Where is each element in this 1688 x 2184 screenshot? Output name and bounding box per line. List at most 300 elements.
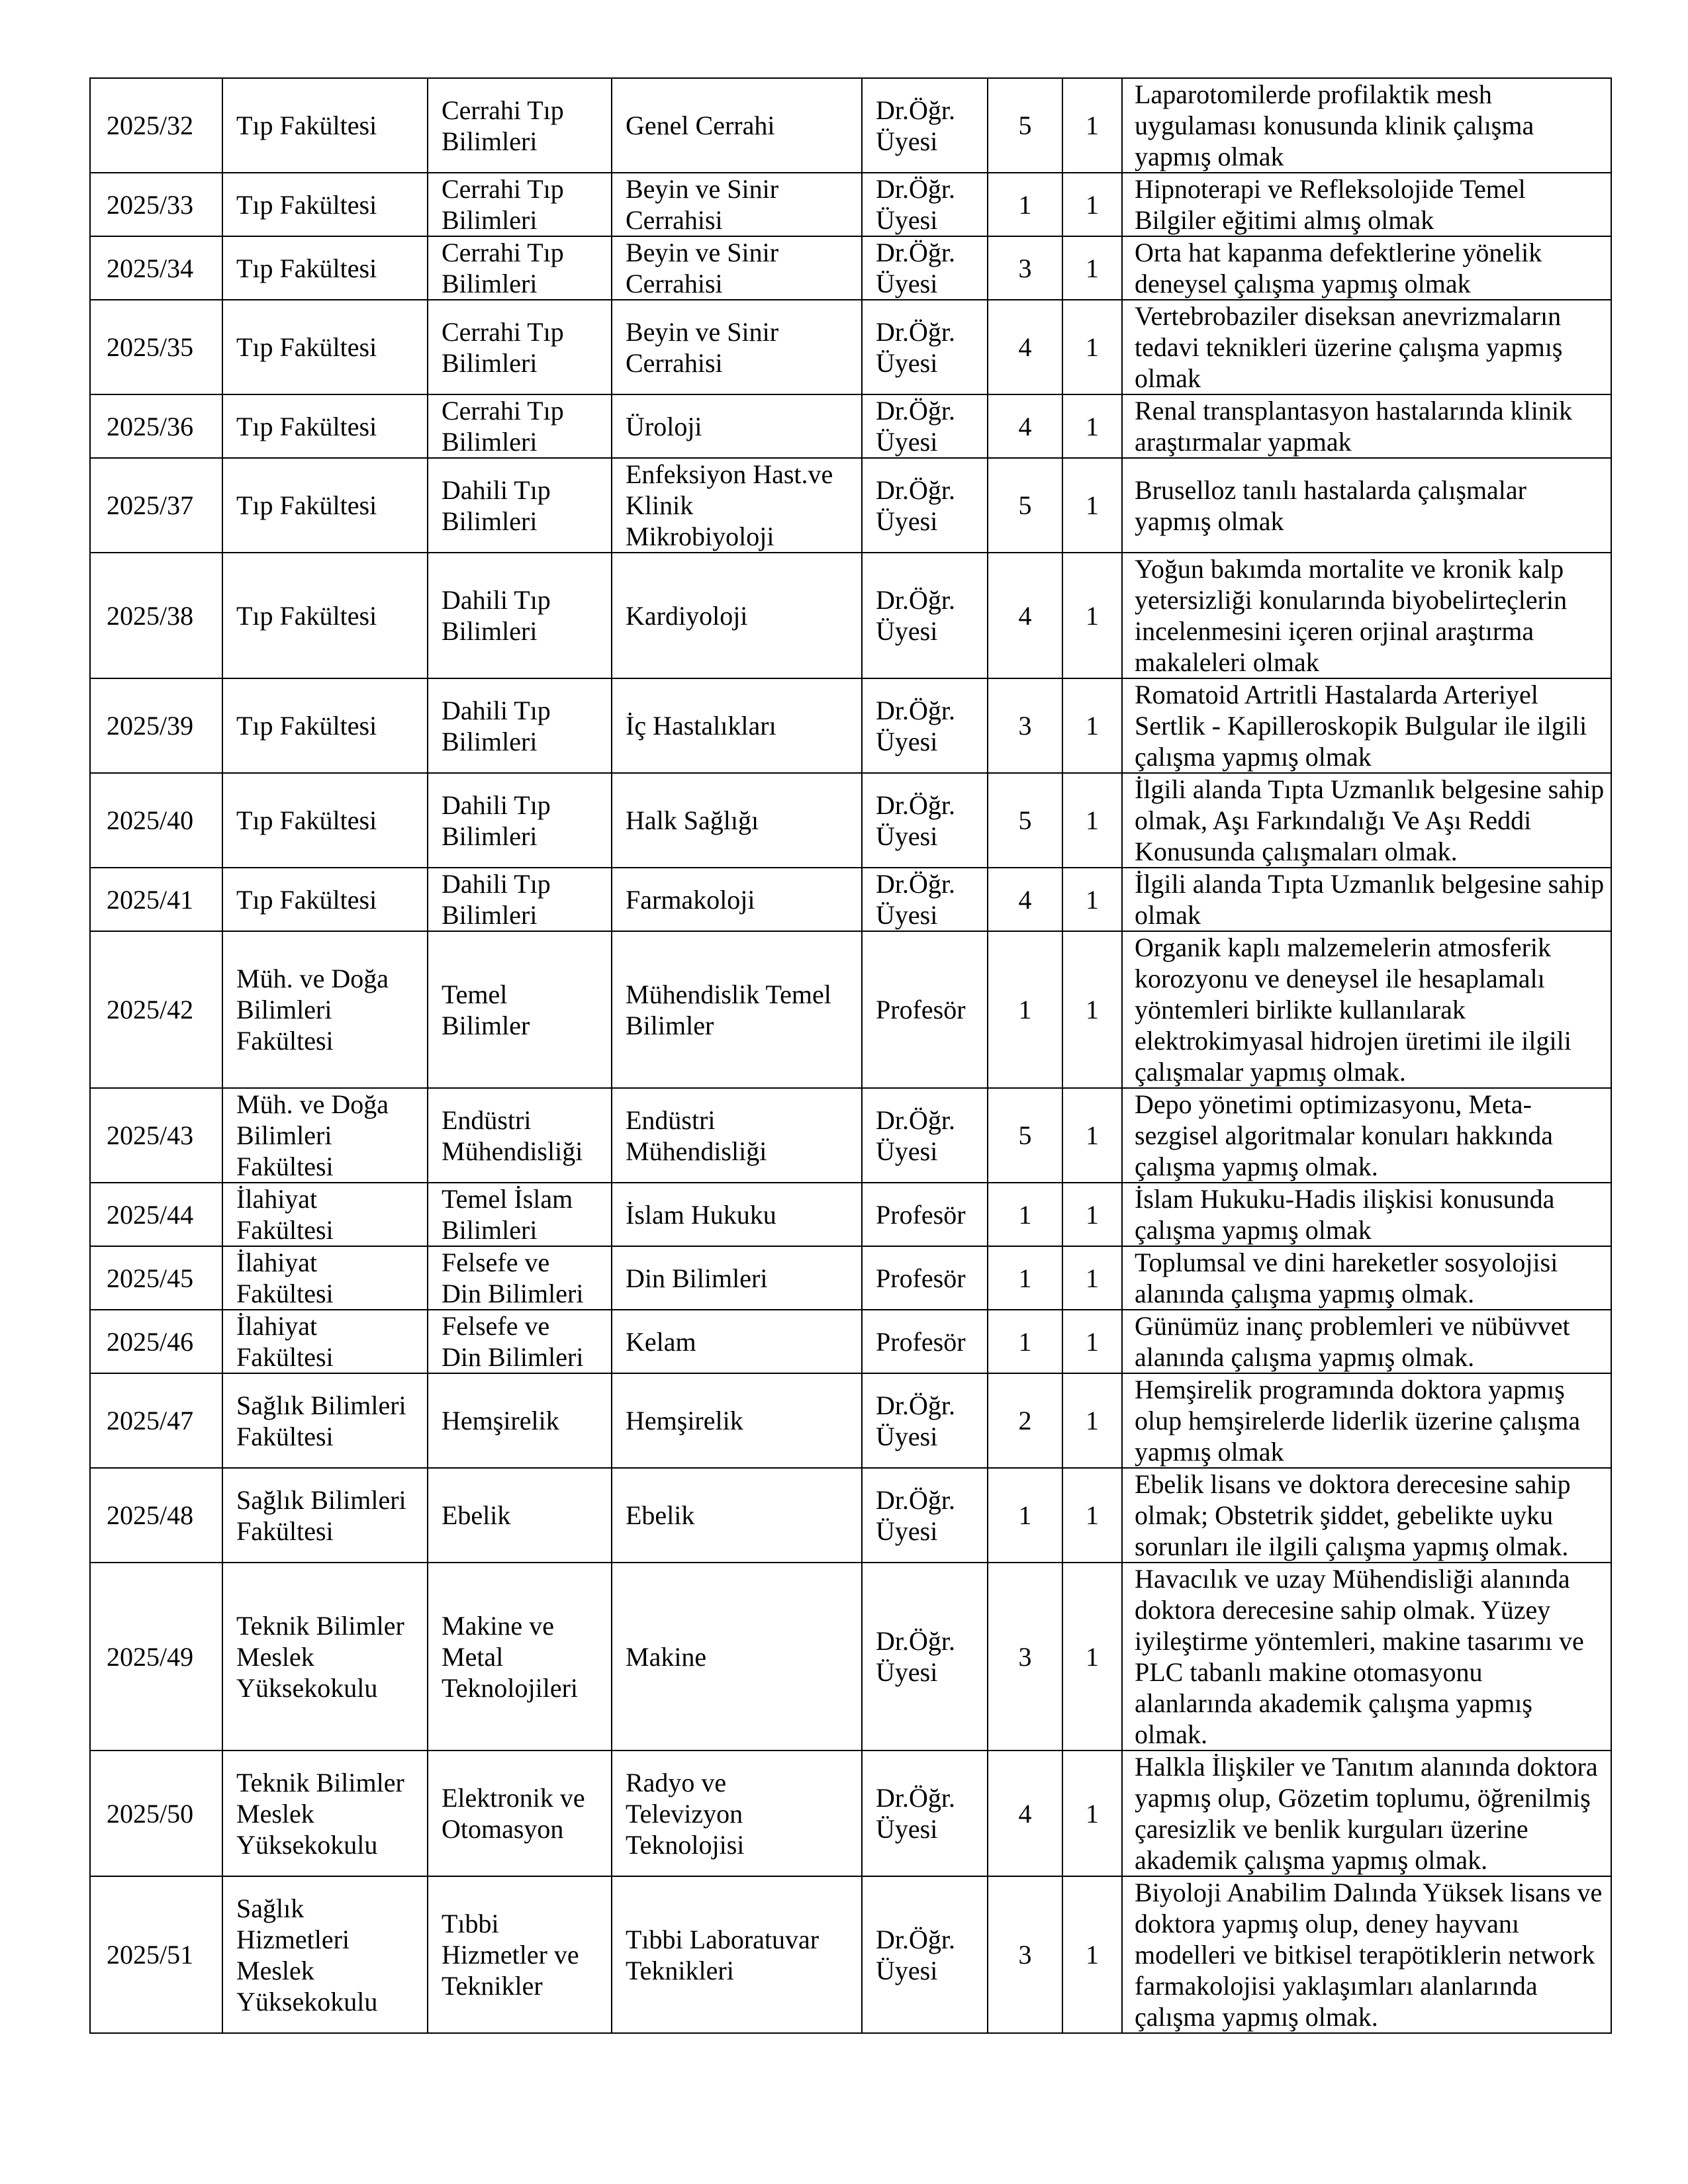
faculty-text: Sağlık Bilimleri Fakültesi: [236, 1484, 406, 1546]
table-row: [90, 931, 1611, 1088]
title-cell: [862, 1310, 988, 1373]
title-text: Dr.Öğr. Üyesi: [876, 316, 955, 378]
count-text: 1: [1086, 600, 1099, 631]
faculty-cell: [222, 931, 428, 1088]
position-number-text: 2025/44: [107, 1199, 194, 1230]
count-cell: [1062, 931, 1122, 1088]
title-text: Dr.Öğr. Üyesi: [876, 695, 955, 756]
title-text: Profesör: [876, 995, 966, 1024]
title-text: Dr.Öğr. Üyesi: [876, 585, 955, 646]
program-text: Üroloji: [626, 411, 702, 441]
requirement-text: Ebelik lisans ve doktora derecesine sahip olmak; Obstetrik şiddet, gebelikte uyku sorunları ile ilgili çalışma yapmış olmak.: [1135, 1469, 1571, 1561]
title-text: Dr.Öğr. Üyesi: [876, 95, 955, 156]
faculty-cell: [222, 868, 428, 931]
faculty-text: İlahiyat Fakültesi: [236, 1248, 334, 1308]
level-text: 5: [1018, 490, 1032, 520]
position-number-text: 2025/43: [107, 1120, 194, 1150]
department-text: Tıbbi Hizmetler ve Teknikler: [442, 1909, 579, 2001]
faculty-text: Müh. ve Doğa Bilimleri Fakültesi: [236, 1089, 389, 1181]
requirement-cell: [1122, 1246, 1611, 1310]
faculty-text: Tıp Fakültesi: [236, 189, 377, 220]
title-text: Dr.Öğr. Üyesi: [876, 475, 955, 536]
department-cell: [428, 236, 612, 300]
position-number-text: 2025/50: [107, 1798, 194, 1829]
title-cell: [862, 458, 988, 553]
level-cell: [988, 394, 1062, 458]
position-number-text: 2025/46: [107, 1326, 194, 1357]
count-cell: [1062, 1468, 1122, 1563]
title-text: Dr.Öğr. Üyesi: [876, 1105, 955, 1166]
faculty-cell: [222, 1373, 428, 1468]
program-cell: [612, 1183, 862, 1246]
table-row: [90, 1468, 1611, 1563]
requirement-cell: [1122, 553, 1611, 678]
department-text: Felsefe ve Din Bilimleri: [442, 1311, 584, 1372]
requirement-text: Havacılık ve uzay Mühendisliği alanında doktora derecesine sahip olmak. Yüzey iyileştirme yöntemleri, makine tasarımı ve PLC tabanlı makine otomasyonu alanlarında akademik çalışma yapmış olmak.: [1135, 1564, 1584, 1749]
program-cell: [612, 1246, 862, 1310]
count-text: 1: [1086, 1641, 1099, 1672]
level-cell: [988, 1876, 1062, 2033]
count-text: 1: [1086, 1940, 1099, 1970]
department-text: Felsefe ve Din Bilimleri: [442, 1248, 584, 1308]
level-cell: [988, 868, 1062, 931]
program-cell: [612, 931, 862, 1088]
position-number-text: 2025/45: [107, 1263, 194, 1293]
count-cell: [1062, 1373, 1122, 1468]
requirement-cell: [1122, 773, 1611, 868]
program-cell: [612, 458, 862, 553]
requirement-cell: [1122, 868, 1611, 931]
program-text: Genel Cerrahi: [626, 111, 775, 140]
faculty-cell: [222, 678, 428, 773]
requirement-cell: [1122, 458, 1611, 553]
faculty-cell: [222, 553, 428, 678]
position-number-text: 2025/35: [107, 332, 194, 362]
title-cell: [862, 773, 988, 868]
program-cell: [612, 1751, 862, 1876]
program-text: Beyin ve Sinir Cerrahisi: [626, 174, 779, 235]
requirement-cell: [1122, 394, 1611, 458]
count-text: 1: [1086, 1798, 1099, 1829]
title-cell: [862, 678, 988, 773]
title-text: Dr.Öğr. Üyesi: [876, 174, 955, 235]
title-text: Profesör: [876, 1263, 966, 1293]
count-text: 1: [1086, 253, 1099, 283]
title-cell: [862, 78, 988, 173]
position-number-cell: [90, 1751, 222, 1876]
position-number-text: 2025/41: [107, 884, 194, 915]
title-cell: [862, 1751, 988, 1876]
level-cell: [988, 1246, 1062, 1310]
requirement-text: Hipnoterapi ve Refleksolojide Temel Bilgiler eğitimi almış olmak: [1135, 174, 1526, 235]
level-cell: [988, 1373, 1062, 1468]
level-text: 1: [1018, 1199, 1032, 1230]
department-text: Ebelik: [442, 1500, 511, 1530]
count-text: 1: [1086, 1120, 1099, 1150]
requirement-text: Romatoid Artritli Hastalarda Arteriyel Sertlik - Kapilleroskopik Bulgular ile ilgili çalışma yapmış olmak: [1135, 680, 1587, 772]
level-text: 4: [1018, 600, 1032, 631]
program-text: Makine: [626, 1641, 707, 1672]
program-text: Enfeksiyon Hast.ve Klinik Mikrobiyoloji: [626, 459, 833, 551]
title-text: Dr.Öğr. Üyesi: [876, 1924, 955, 1985]
position-number-cell: [90, 173, 222, 236]
requirement-text: Günümüz inanç problemleri ve nübüvvet alanında çalışma yapmış olmak.: [1135, 1311, 1570, 1372]
count-text: 1: [1086, 1500, 1099, 1530]
level-cell: [988, 300, 1062, 394]
title-cell: [862, 1183, 988, 1246]
requirement-cell: [1122, 173, 1611, 236]
program-cell: [612, 1468, 862, 1563]
department-text: Temel Bilimler: [442, 979, 530, 1040]
program-text: Halk Sağlığı: [626, 805, 759, 835]
department-cell: [428, 173, 612, 236]
department-text: Dahili Tıp Bilimleri: [442, 585, 551, 646]
title-text: Dr.Öğr. Üyesi: [876, 396, 955, 457]
count-text: 1: [1086, 1326, 1099, 1357]
faculty-text: Sağlık Bilimleri Fakültesi: [236, 1390, 406, 1451]
program-text: İslam Hukuku: [626, 1199, 776, 1230]
requirement-text: Hemşirelik programında doktora yapmış olup hemşirelerde liderlik üzerine çalışma yapmış olmak: [1135, 1375, 1581, 1467]
position-number-text: 2025/33: [107, 189, 194, 220]
requirement-cell: [1122, 1088, 1611, 1183]
department-text: Cerrahi Tıp Bilimleri: [442, 238, 564, 298]
requirement-text: İlgili alanda Tıpta Uzmanlık belgesine sahip olmak: [1135, 869, 1605, 930]
table-row: [90, 300, 1611, 394]
program-cell: [612, 394, 862, 458]
position-number-cell: [90, 458, 222, 553]
department-cell: [428, 1088, 612, 1183]
table-row: [90, 1563, 1611, 1751]
faculty-cell: [222, 300, 428, 394]
position-number-text: 2025/42: [107, 995, 194, 1024]
position-number-cell: [90, 1310, 222, 1373]
title-cell: [862, 1246, 988, 1310]
title-cell: [862, 1373, 988, 1468]
faculty-cell: [222, 173, 428, 236]
faculty-text: Teknik Bilimler Meslek Yüksekokulu: [236, 1767, 404, 1860]
faculty-cell: [222, 1183, 428, 1246]
department-text: Dahili Tıp Bilimleri: [442, 869, 551, 930]
faculty-text: Tıp Fakültesi: [236, 332, 377, 362]
department-cell: [428, 1468, 612, 1563]
department-cell: [428, 1563, 612, 1751]
position-number-text: 2025/38: [107, 600, 194, 631]
faculty-cell: [222, 1876, 428, 2033]
table-row: [90, 1373, 1611, 1468]
department-cell: [428, 458, 612, 553]
department-text: Cerrahi Tıp Bilimleri: [442, 174, 564, 235]
level-text: 4: [1018, 411, 1032, 441]
table-row: [90, 1183, 1611, 1246]
count-cell: [1062, 1751, 1122, 1876]
level-cell: [988, 553, 1062, 678]
title-cell: [862, 1876, 988, 2033]
position-number-text: 2025/36: [107, 411, 194, 441]
count-cell: [1062, 1876, 1122, 2033]
title-text: Dr.Öğr. Üyesi: [876, 238, 955, 298]
requirement-text: İlgili alanda Tıpta Uzmanlık belgesine sahip olmak, Aşı Farkındalığı Ve Aşı Reddi Konusunda çalışmaları olmak.: [1135, 774, 1605, 866]
faculty-text: İlahiyat Fakültesi: [236, 1311, 334, 1372]
program-cell: [612, 1088, 862, 1183]
faculty-text: Tıp Fakültesi: [236, 711, 377, 741]
faculty-text: İlahiyat Fakültesi: [236, 1184, 334, 1245]
count-text: 1: [1086, 490, 1099, 520]
level-cell: [988, 1310, 1062, 1373]
faculty-cell: [222, 1310, 428, 1373]
department-cell: [428, 773, 612, 868]
program-text: Kardiyoloji: [626, 600, 748, 631]
requirement-text: Toplumsal ve dini hareketler sosyolojisi alanında çalışma yapmış olmak.: [1135, 1248, 1558, 1308]
level-cell: [988, 173, 1062, 236]
requirement-text: Renal transplantasyon hastalarında klinik araştırmalar yapmak: [1135, 396, 1572, 457]
table-row: [90, 78, 1611, 173]
count-text: 1: [1086, 884, 1099, 915]
title-cell: [862, 553, 988, 678]
requirement-cell: [1122, 1876, 1611, 2033]
program-cell: [612, 868, 862, 931]
count-cell: [1062, 553, 1122, 678]
faculty-text: Tıp Fakültesi: [236, 805, 377, 835]
requirement-cell: [1122, 236, 1611, 300]
faculty-cell: [222, 78, 428, 173]
table-row: [90, 1310, 1611, 1373]
department-text: Hemşirelik: [442, 1406, 559, 1435]
faculty-text: Tıp Fakültesi: [236, 111, 377, 140]
count-cell: [1062, 1563, 1122, 1751]
position-number-cell: [90, 678, 222, 773]
program-cell: [612, 236, 862, 300]
requirement-cell: [1122, 1183, 1611, 1246]
count-cell: [1062, 1088, 1122, 1183]
department-cell: [428, 1876, 612, 2033]
count-text: 1: [1086, 189, 1099, 220]
count-cell: [1062, 300, 1122, 394]
level-cell: [988, 1183, 1062, 1246]
faculty-cell: [222, 1468, 428, 1563]
program-cell: [612, 678, 862, 773]
level-text: 5: [1018, 1120, 1032, 1150]
position-number-cell: [90, 553, 222, 678]
requirement-text: Organik kaplı malzemelerin atmosferik korozyonu ve deneysel ile hesaplamalı yöntemleri birlikte kullanılarak elektrokimyasal hidrojen üretimi ile ilgili çalışmalar yapmış olmak.: [1135, 933, 1571, 1087]
department-cell: [428, 553, 612, 678]
count-cell: [1062, 458, 1122, 553]
position-number-cell: [90, 300, 222, 394]
department-cell: [428, 868, 612, 931]
table-row: [90, 868, 1611, 931]
program-text: Ebelik: [626, 1500, 695, 1530]
count-cell: [1062, 1310, 1122, 1373]
level-cell: [988, 773, 1062, 868]
title-text: Dr.Öğr. Üyesi: [876, 1390, 955, 1451]
count-text: 1: [1086, 111, 1099, 140]
position-number-text: 2025/39: [107, 711, 194, 741]
position-number-cell: [90, 236, 222, 300]
program-text: Din Bilimleri: [626, 1263, 768, 1293]
level-text: 4: [1018, 332, 1032, 362]
title-text: Dr.Öğr. Üyesi: [876, 1484, 955, 1546]
title-cell: [862, 1563, 988, 1751]
level-text: 3: [1018, 253, 1032, 283]
count-text: 1: [1086, 411, 1099, 441]
level-text: 5: [1018, 805, 1032, 835]
department-cell: [428, 78, 612, 173]
department-cell: [428, 394, 612, 458]
department-cell: [428, 300, 612, 394]
requirement-cell: [1122, 1310, 1611, 1373]
requirement-text: Laparotomilerde profilaktik mesh uygulaması konusunda klinik çalışma yapmış olmak: [1135, 79, 1534, 171]
requirement-text: Yoğun bakımda mortalite ve kronik kalp yetersizliği konularında biyobelirteçlerin incelenmesini içeren orjinal araştırma makaleleri olmak: [1135, 554, 1568, 677]
faculty-cell: [222, 773, 428, 868]
department-cell: [428, 1246, 612, 1310]
position-number-cell: [90, 1468, 222, 1563]
count-cell: [1062, 1183, 1122, 1246]
count-cell: [1062, 78, 1122, 173]
requirement-cell: [1122, 1751, 1611, 1876]
table-row: [90, 773, 1611, 868]
table-row: [90, 458, 1611, 553]
count-cell: [1062, 868, 1122, 931]
position-number-text: 2025/34: [107, 253, 194, 283]
table-row: [90, 1088, 1611, 1183]
level-cell: [988, 236, 1062, 300]
document-page: [89, 77, 1611, 2034]
title-cell: [862, 1468, 988, 1563]
program-text: Beyin ve Sinir Cerrahisi: [626, 238, 779, 298]
count-cell: [1062, 773, 1122, 868]
program-text: Tıbbi Laboratuvar Teknikleri: [626, 1924, 820, 1985]
title-text: Dr.Öğr. Üyesi: [876, 869, 955, 930]
department-text: Temel İslam Bilimleri: [442, 1184, 573, 1245]
level-text: 1: [1018, 1263, 1032, 1293]
requirement-text: Depo yönetimi optimizasyonu, Meta-sezgisel algoritmalar konuları hakkında çalışma yapmış olmak.: [1135, 1089, 1554, 1181]
faculty-cell: [222, 1246, 428, 1310]
program-text: Endüstri Mühendisliği: [626, 1105, 767, 1166]
requirement-text: Vertebrobaziler diseksan anevrizmaların tedavi teknikleri üzerine çalışma yapmış olmak: [1135, 301, 1563, 393]
title-cell: [862, 173, 988, 236]
table-row: [90, 1751, 1611, 1876]
program-cell: [612, 1563, 862, 1751]
position-number-cell: [90, 1373, 222, 1468]
program-text: Kelam: [626, 1326, 696, 1357]
level-text: 1: [1018, 1500, 1032, 1530]
level-cell: [988, 1088, 1062, 1183]
requirement-text: Biyoloji Anabilim Dalında Yüksek lisans ve doktora yapmış olup, deney hayvanı modelleri ve bitkisel terapötiklerin network farmakolojisi yaklaşımları alanlarında çalışma yapmış olmak.: [1135, 1878, 1603, 2032]
count-text: 1: [1086, 1199, 1099, 1230]
department-cell: [428, 1310, 612, 1373]
level-cell: [988, 78, 1062, 173]
department-text: Makine ve Metal Teknolojileri: [442, 1610, 579, 1703]
table-row: [90, 236, 1611, 300]
title-cell: [862, 931, 988, 1088]
position-number-cell: [90, 773, 222, 868]
table-row: [90, 394, 1611, 458]
department-text: Cerrahi Tıp Bilimleri: [442, 95, 564, 156]
department-text: Elektronik ve Otomasyon: [442, 1783, 585, 1844]
program-cell: [612, 300, 862, 394]
position-number-cell: [90, 1876, 222, 2033]
faculty-text: Tıp Fakültesi: [236, 884, 377, 915]
count-text: 1: [1086, 1406, 1099, 1435]
count-cell: [1062, 173, 1122, 236]
position-number-text: 2025/48: [107, 1500, 194, 1530]
level-text: 3: [1018, 1641, 1032, 1672]
level-cell: [988, 1563, 1062, 1751]
program-cell: [612, 1876, 862, 2033]
level-text: 1: [1018, 1326, 1032, 1357]
program-text: Radyo ve Televizyon Teknolojisi: [626, 1767, 745, 1860]
department-text: Dahili Tıp Bilimleri: [442, 695, 551, 756]
department-cell: [428, 1183, 612, 1246]
program-cell: [612, 553, 862, 678]
table-row: [90, 1876, 1611, 2033]
title-text: Profesör: [876, 1326, 966, 1357]
position-number-cell: [90, 931, 222, 1088]
position-number-cell: [90, 1246, 222, 1310]
department-cell: [428, 931, 612, 1088]
title-cell: [862, 300, 988, 394]
count-cell: [1062, 394, 1122, 458]
program-text: İç Hastalıkları: [626, 711, 776, 741]
position-number-cell: [90, 868, 222, 931]
table-row: [90, 173, 1611, 236]
faculty-text: Teknik Bilimler Meslek Yüksekokulu: [236, 1610, 404, 1703]
requirement-cell: [1122, 78, 1611, 173]
program-text: Farmakoloji: [626, 884, 755, 915]
requirement-cell: [1122, 1563, 1611, 1751]
position-number-text: 2025/49: [107, 1641, 194, 1672]
position-number-text: 2025/32: [107, 111, 194, 140]
requirement-cell: [1122, 931, 1611, 1088]
department-text: Endüstri Mühendisliği: [442, 1105, 583, 1166]
department-text: Cerrahi Tıp Bilimleri: [442, 396, 564, 457]
position-number-text: 2025/37: [107, 490, 194, 520]
title-text: Profesör: [876, 1199, 966, 1230]
title-cell: [862, 868, 988, 931]
count-cell: [1062, 236, 1122, 300]
program-text: Mühendislik Temel Bilimler: [626, 979, 831, 1040]
count-cell: [1062, 1246, 1122, 1310]
requirement-cell: [1122, 1373, 1611, 1468]
faculty-cell: [222, 1088, 428, 1183]
faculty-text: Müh. ve Doğa Bilimleri Fakültesi: [236, 964, 389, 1056]
level-text: 5: [1018, 111, 1032, 140]
program-cell: [612, 173, 862, 236]
level-text: 1: [1018, 995, 1032, 1024]
faculty-cell: [222, 1751, 428, 1876]
level-cell: [988, 458, 1062, 553]
level-text: 3: [1018, 1940, 1032, 1970]
count-cell: [1062, 678, 1122, 773]
count-text: 1: [1086, 1263, 1099, 1293]
level-cell: [988, 1751, 1062, 1876]
level-text: 4: [1018, 884, 1032, 915]
table-row: [90, 553, 1611, 678]
position-number-text: 2025/40: [107, 805, 194, 835]
count-text: 1: [1086, 711, 1099, 741]
requirement-text: Orta hat kapanma defektlerine yönelik deneysel çalışma yapmış olmak: [1135, 238, 1542, 298]
level-cell: [988, 678, 1062, 773]
faculty-cell: [222, 236, 428, 300]
department-cell: [428, 1751, 612, 1876]
requirement-text: Bruselloz tanılı hastalarda çalışmalar yapmış olmak: [1135, 475, 1526, 536]
department-cell: [428, 678, 612, 773]
faculty-cell: [222, 394, 428, 458]
program-text: Hemşirelik: [626, 1406, 743, 1435]
title-text: Dr.Öğr. Üyesi: [876, 1783, 955, 1844]
program-cell: [612, 773, 862, 868]
table-body: [90, 78, 1611, 2033]
count-text: 1: [1086, 332, 1099, 362]
